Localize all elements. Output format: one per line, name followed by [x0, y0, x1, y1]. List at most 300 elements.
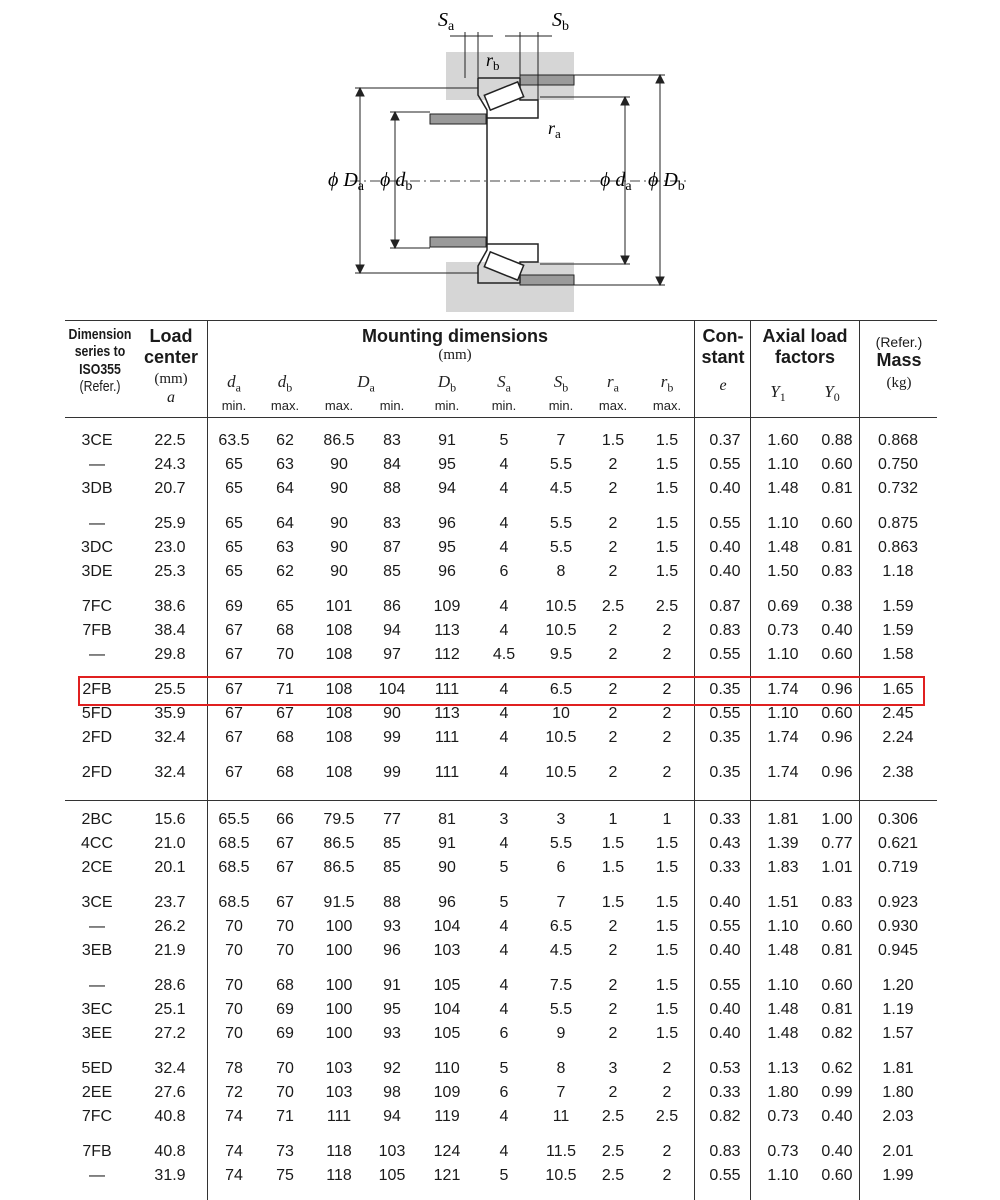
table-cell: 1.5: [655, 563, 679, 580]
table-cell: 24.3: [154, 456, 186, 473]
table-cell: 1.10: [767, 977, 799, 994]
table-cell: 78: [225, 1060, 243, 1077]
table-cell: 87: [383, 539, 401, 556]
table-cell: 6: [499, 563, 509, 580]
table-cell: 83: [383, 515, 401, 532]
table-cell: 1.5: [655, 859, 679, 876]
table-cell: 0.40: [821, 622, 853, 639]
table-cell: 86: [383, 598, 401, 615]
table-cell: 85: [383, 835, 401, 852]
table-cell: 67: [225, 681, 243, 698]
table-cell: 65: [225, 480, 243, 497]
table-cell: 32.4: [154, 764, 186, 781]
table-cell: 91: [438, 835, 456, 852]
table-cell: 4: [499, 539, 509, 556]
table-cell: —: [89, 515, 105, 532]
table-row: [0, 1143, 1000, 1165]
table-cell: 2FB: [82, 681, 112, 698]
subheader-symbol: $S_a$: [497, 372, 511, 395]
subheader-symbol: $r_a$: [607, 372, 619, 395]
table-cell: 3CE: [81, 894, 113, 911]
table-cell: 2: [608, 539, 618, 556]
table-cell: 10: [552, 705, 570, 722]
table-cell: 27.6: [154, 1084, 186, 1101]
table-cell: 105: [378, 1167, 406, 1184]
table-cell: 95: [383, 1001, 401, 1018]
table-cell: 1.48: [767, 539, 799, 556]
shaft-bar-bottom: [430, 237, 486, 247]
table-cell: 0.55: [709, 1167, 741, 1184]
table-cell: 9: [556, 1025, 566, 1042]
table-cell: 2: [662, 681, 672, 698]
table-cell: 1.81: [767, 811, 799, 828]
table-row: [0, 918, 1000, 940]
table-cell: 99: [383, 764, 401, 781]
subheader-limit: max.: [324, 398, 354, 413]
table-cell: 1.65: [882, 681, 914, 698]
table-row: [0, 432, 1000, 454]
table-cell: 0.38: [821, 598, 853, 615]
table-cell: 67: [225, 729, 243, 746]
dimension-table: [0, 320, 1000, 1200]
table-cell: 2: [608, 729, 618, 746]
table-cell: 3: [556, 811, 566, 828]
table-cell: 67: [276, 835, 294, 852]
table-cell: 1.59: [882, 598, 914, 615]
label-da: ϕ $d_a$: [600, 169, 632, 194]
subheader-limit: min.: [548, 398, 574, 413]
table-cell: 25.3: [154, 563, 186, 580]
table-cell: 0.55: [709, 515, 741, 532]
table-cell: 90: [330, 539, 348, 556]
table-cell: 79.5: [323, 811, 355, 828]
subheader-symbol: $d_b$: [277, 372, 293, 395]
table-cell: 0.60: [821, 515, 853, 532]
table-cell: 1.5: [655, 977, 679, 994]
table-cell: 0.62: [821, 1060, 853, 1077]
table-cell: 83: [383, 432, 401, 449]
table-cell: 70: [276, 1060, 294, 1077]
subheader-limit: min.: [379, 398, 405, 413]
table-cell: 0.863: [877, 539, 919, 556]
table-cell: 0.81: [821, 539, 853, 556]
table-cell: 0.40: [709, 1025, 741, 1042]
table-cell: 4.5: [492, 646, 516, 663]
subheader-limit: max.: [270, 398, 300, 413]
table-cell: 67: [225, 622, 243, 639]
table-cell: 5: [499, 894, 509, 911]
table-cell: 109: [433, 1084, 461, 1101]
table-cell: 85: [383, 563, 401, 580]
table-cell: 2: [662, 1167, 672, 1184]
table-cell: 1.81: [882, 1060, 914, 1077]
table-cell: 1.50: [767, 563, 799, 580]
table-cell: 4: [499, 977, 509, 994]
table-cell: 90: [383, 705, 401, 722]
table-cell: 103: [378, 1143, 406, 1160]
table-cell: 0.40: [709, 942, 741, 959]
table-cell: 95: [438, 456, 456, 473]
header-mass: (Refer.) Mass (kg): [875, 334, 923, 391]
table-cell: 1.83: [767, 859, 799, 876]
table-cell: 0.33: [709, 859, 741, 876]
table-cell: 1.39: [767, 835, 799, 852]
table-cell: 70: [276, 646, 294, 663]
table-cell: 4: [499, 1001, 509, 1018]
table-cell: 31.9: [154, 1167, 186, 1184]
table-cell: 2: [608, 942, 618, 959]
subheader-symbol: $D_b$: [437, 372, 457, 395]
table-cell: 0.40: [821, 1108, 853, 1125]
table-cell: 1.5: [655, 942, 679, 959]
table-row: [0, 646, 1000, 668]
table-cell: 7FC: [81, 598, 113, 615]
table-cell: 3DC: [80, 539, 113, 556]
table-cell: 32.4: [154, 1060, 186, 1077]
table-cell: 86.5: [323, 859, 355, 876]
table-cell: 0.83: [709, 622, 741, 639]
highlighted-row-box: [78, 676, 925, 706]
table-cell: 0.33: [709, 1084, 741, 1101]
table-cell: 65: [225, 456, 243, 473]
table-cell: 1: [608, 811, 618, 828]
table-cell: 0.55: [709, 705, 741, 722]
table-cell: 2: [608, 764, 618, 781]
table-cell: 0.60: [821, 918, 853, 935]
table-cell: 26.2: [154, 918, 186, 935]
table-cell: 1.57: [882, 1025, 914, 1042]
table-cell: 65: [225, 539, 243, 556]
table-cell: 66: [276, 811, 294, 828]
table-cell: 68: [276, 764, 294, 781]
table-cell: 104: [378, 681, 406, 698]
table-cell: 0.55: [709, 918, 741, 935]
table-cell: 68.5: [218, 835, 250, 852]
table-cell: 1.99: [882, 1167, 914, 1184]
header-y1: $Y_1$: [770, 382, 786, 405]
header-bottom-rule: [65, 417, 937, 418]
table-cell: 4: [499, 705, 509, 722]
table-cell: 8: [556, 563, 566, 580]
table-cell: 0.750: [877, 456, 919, 473]
table-cell: 0.35: [709, 729, 741, 746]
table-cell: 71: [276, 681, 294, 698]
table-cell: 119: [434, 1108, 460, 1125]
table-cell: 98: [383, 1084, 401, 1101]
table-cell: 4: [499, 1143, 509, 1160]
table-cell: 2: [608, 646, 618, 663]
table-cell: 96: [438, 515, 456, 532]
table-cell: 84: [383, 456, 401, 473]
table-cell: 2.5: [655, 598, 679, 615]
table-cell: 124: [433, 1143, 461, 1160]
table-cell: 0.81: [821, 1001, 853, 1018]
table-cell: 5: [499, 432, 509, 449]
table-cell: 0.40: [709, 1001, 741, 1018]
table-cell: 2: [608, 515, 618, 532]
table-cell: 7: [556, 1084, 566, 1101]
table-cell: 108: [325, 622, 353, 639]
table-cell: 111: [434, 729, 460, 746]
table-cell: 4: [499, 515, 509, 532]
table-cell: 103: [433, 942, 461, 959]
table-cell: 0.81: [821, 480, 853, 497]
subheader-symbol: $d_a$: [227, 372, 241, 395]
table-cell: 6: [499, 1025, 509, 1042]
table-cell: 1.5: [601, 432, 625, 449]
table-cell: 5.5: [549, 456, 573, 473]
table-cell: 3DE: [81, 563, 113, 580]
table-cell: 0.82: [821, 1025, 853, 1042]
table-cell: 67: [225, 764, 243, 781]
table-cell: 70: [225, 942, 243, 959]
table-cell: 111: [326, 1108, 352, 1125]
table-cell: 1.20: [882, 977, 914, 994]
table-cell: 2.5: [655, 1108, 679, 1125]
subheader-symbol: $D_a$: [357, 372, 375, 395]
table-cell: 0.732: [877, 480, 919, 497]
table-cell: 0.96: [821, 729, 853, 746]
table-cell: 2: [608, 563, 618, 580]
table-cell: 0.43: [709, 835, 741, 852]
shaft-bar-top: [430, 114, 486, 124]
table-cell: 1.58: [882, 646, 914, 663]
subheader-limit: min.: [434, 398, 460, 413]
table-cell: 25.9: [154, 515, 186, 532]
table-cell: 0.77: [821, 835, 853, 852]
table-cell: 0.60: [821, 646, 853, 663]
table-cell: 111: [434, 681, 460, 698]
table-cell: 94: [383, 622, 401, 639]
table-cell: 1.48: [767, 1025, 799, 1042]
table-cell: 0.96: [821, 764, 853, 781]
table-cell: 90: [438, 859, 456, 876]
table-cell: 2: [662, 1060, 672, 1077]
table-row: [0, 563, 1000, 585]
table-cell: 65: [276, 598, 294, 615]
table-cell: 0.923: [877, 894, 919, 911]
table-cell: 2.38: [882, 764, 914, 781]
table-cell: 7FB: [82, 1143, 112, 1160]
table-cell: 100: [325, 1001, 353, 1018]
table-cell: 63.5: [218, 432, 250, 449]
table-row: [0, 1060, 1000, 1082]
table-cell: 32.4: [154, 729, 186, 746]
table-cell: 100: [325, 977, 353, 994]
table-cell: 70: [225, 977, 243, 994]
table-cell: 1.18: [882, 563, 914, 580]
table-cell: 64: [276, 480, 294, 497]
table-cell: 1.5: [655, 515, 679, 532]
table-cell: 4: [499, 456, 509, 473]
table-cell: 2EE: [81, 1084, 113, 1101]
table-cell: 10.5: [545, 622, 577, 639]
table-cell: 2: [608, 1001, 618, 1018]
table-cell: 0.719: [877, 859, 919, 876]
table-row: [0, 705, 1000, 727]
table-cell: 2FD: [81, 764, 113, 781]
table-cell: 5.5: [549, 835, 573, 852]
table-cell: 74: [225, 1108, 243, 1125]
table-cell: 1.10: [767, 1167, 799, 1184]
table-cell: 69: [225, 598, 243, 615]
table-cell: 113: [434, 622, 460, 639]
bearing-outline: [478, 78, 538, 283]
table-row: [0, 859, 1000, 881]
table-cell: 110: [434, 1060, 460, 1077]
table-cell: 0.96: [821, 681, 853, 698]
table-cell: 21.0: [154, 835, 186, 852]
table-cell: —: [89, 456, 105, 473]
table-cell: 4CC: [80, 835, 113, 852]
table-cell: 0.875: [877, 515, 919, 532]
table-cell: 0.306: [877, 811, 919, 828]
header-axial-load-factors: Axial load factors: [762, 326, 848, 367]
subheader-symbol: $r_b$: [660, 372, 674, 395]
table-cell: 0.87: [709, 598, 741, 615]
table-cell: 2.45: [882, 705, 914, 722]
table-cell: 2: [662, 1143, 672, 1160]
table-cell: 65.5: [218, 811, 250, 828]
table-cell: 2.01: [882, 1143, 914, 1160]
table-cell: 20.7: [154, 480, 186, 497]
table-cell: 5.5: [549, 515, 573, 532]
table-cell: 67: [225, 646, 243, 663]
table-cell: 2.5: [601, 1143, 625, 1160]
table-cell: 2.5: [601, 598, 625, 615]
table-row: [0, 1025, 1000, 1047]
table-cell: 0.40: [709, 563, 741, 580]
table-cell: 0.55: [709, 456, 741, 473]
table-cell: 15.6: [154, 811, 186, 828]
table-cell: 112: [434, 646, 460, 663]
table-cell: 94: [438, 480, 456, 497]
table-cell: 118: [326, 1167, 352, 1184]
table-cell: 72: [225, 1084, 243, 1101]
table-cell: 3DB: [81, 480, 113, 497]
label-db: ϕ $d_b$: [380, 169, 413, 194]
table-cell: 69: [276, 1001, 294, 1018]
table-cell: 4.5: [549, 480, 573, 497]
table-cell: 25.1: [154, 1001, 186, 1018]
table-cell: 0.40: [709, 539, 741, 556]
table-cell: 1.48: [767, 480, 799, 497]
table-row: [0, 1001, 1000, 1023]
table-cell: 0.82: [709, 1108, 741, 1125]
table-cell: 0.37: [709, 432, 741, 449]
table-row: [0, 977, 1000, 999]
table-cell: 6.5: [549, 918, 573, 935]
table-cell: 1.5: [655, 1001, 679, 1018]
table-cell: 1.48: [767, 1001, 799, 1018]
table-cell: 2: [608, 681, 618, 698]
table-cell: 67: [276, 894, 294, 911]
table-cell: 68: [276, 977, 294, 994]
table-cell: 90: [330, 515, 348, 532]
table-cell: 93: [383, 1025, 401, 1042]
table-cell: 68.5: [218, 859, 250, 876]
table-cell: 4: [499, 622, 509, 639]
table-cell: 4: [499, 1108, 509, 1125]
table-cell: 2.24: [882, 729, 914, 746]
table-cell: 75: [276, 1167, 294, 1184]
table-cell: 10.5: [545, 764, 577, 781]
table-cell: 23.0: [154, 539, 186, 556]
table-cell: 1.5: [655, 539, 679, 556]
section-divider: [65, 800, 937, 801]
table-cell: 2: [662, 1084, 672, 1101]
table-cell: 108: [325, 646, 353, 663]
table-cell: 20.1: [154, 859, 186, 876]
table-cell: 81: [438, 811, 456, 828]
table-row: [0, 835, 1000, 857]
table-cell: 28.6: [154, 977, 186, 994]
table-cell: 6: [499, 1084, 509, 1101]
table-cell: 65: [225, 563, 243, 580]
table-cell: 108: [325, 729, 353, 746]
table-row: [0, 539, 1000, 561]
table-cell: 0.40: [709, 894, 741, 911]
table-cell: 104: [433, 918, 461, 935]
table-cell: 21.9: [154, 942, 186, 959]
table-cell: 10.5: [545, 598, 577, 615]
table-cell: 23.7: [154, 894, 186, 911]
table-cell: 2: [662, 764, 672, 781]
table-cell: 2: [662, 646, 672, 663]
table-row: [0, 622, 1000, 644]
table-cell: 0.88: [821, 432, 853, 449]
header-load-center: Load center (mm) a: [143, 326, 199, 406]
table-cell: 103: [325, 1060, 353, 1077]
table-cell: 35.9: [154, 705, 186, 722]
table-cell: 109: [433, 598, 461, 615]
table-cell: 70: [225, 918, 243, 935]
table-cell: 1.5: [655, 432, 679, 449]
table-cell: 93: [383, 918, 401, 935]
table-cell: 86.5: [323, 432, 355, 449]
table-cell: 105: [433, 1025, 461, 1042]
table-cell: 92: [383, 1060, 401, 1077]
table-cell: 1.01: [821, 859, 853, 876]
table-cell: 108: [325, 764, 353, 781]
table-cell: 40.8: [154, 1143, 186, 1160]
table-cell: 8: [556, 1060, 566, 1077]
table-cell: 121: [433, 1167, 461, 1184]
table-cell: 1.5: [655, 456, 679, 473]
table-cell: 4: [499, 598, 509, 615]
table-cell: 90: [330, 456, 348, 473]
label-rb: $r_b$: [486, 50, 500, 73]
table-cell: 2: [662, 729, 672, 746]
table-cell: 69: [276, 1025, 294, 1042]
label-Da: ϕ $D_a$: [328, 169, 365, 194]
table-cell: 0.53: [709, 1060, 741, 1077]
table-cell: 4: [499, 764, 509, 781]
table-cell: 0.73: [767, 1108, 799, 1125]
table-cell: 2BC: [81, 811, 113, 828]
table-cell: 0.621: [877, 835, 919, 852]
table-cell: 63: [276, 539, 294, 556]
table-cell: 6.5: [549, 681, 573, 698]
table-cell: 101: [325, 598, 353, 615]
table-cell: 1.5: [601, 859, 625, 876]
table-cell: 0.55: [709, 646, 741, 663]
table-cell: 62: [276, 432, 294, 449]
table-cell: 0.40: [821, 1143, 853, 1160]
table-cell: 2: [608, 705, 618, 722]
table-cell: 86.5: [323, 835, 355, 852]
table-cell: 99: [383, 729, 401, 746]
